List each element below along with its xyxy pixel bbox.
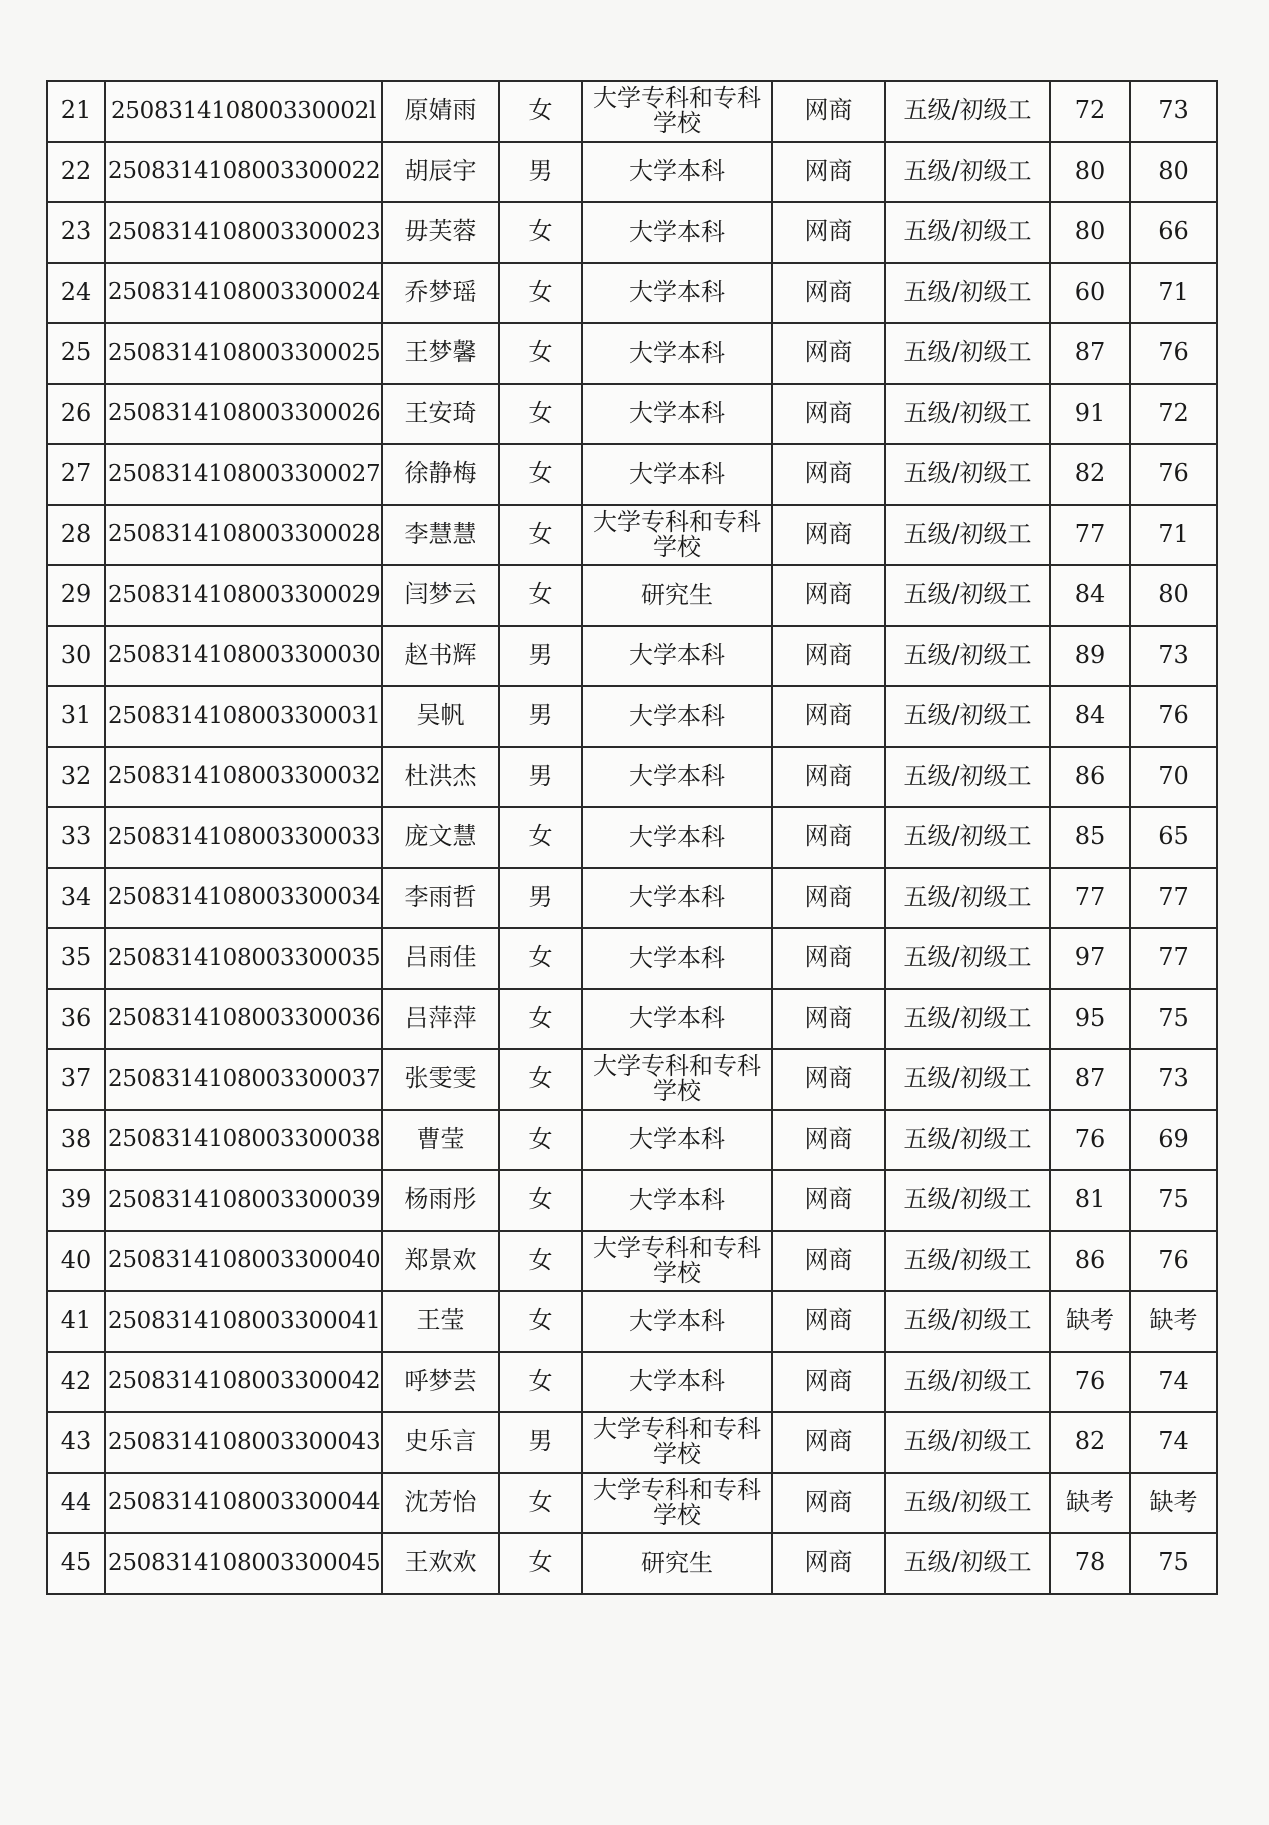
name-cell: 吴帆 [382,686,499,747]
education-cell [582,626,772,687]
row-number-cell: 34 [47,868,105,929]
level-cell: 五级/初级工 [885,626,1050,687]
theory-score-cell: 95 [1050,989,1130,1050]
table-body [47,81,1217,1594]
candidate-id-cell: 2508314108003300028 [105,505,382,566]
education-text: 大学本科 [629,338,725,367]
table-row [47,1533,1217,1594]
name-cell: 毋芙蓉 [382,202,499,263]
theory-score-cell: 80 [1050,202,1130,263]
education-cell [582,384,772,445]
row-number-cell: 41 [47,1291,105,1352]
occupation-cell: 网商 [772,989,885,1050]
skill-score-cell: 75 [1130,1533,1217,1594]
education-cell [582,868,772,929]
theory-score-cell: 97 [1050,928,1130,989]
education-cell [582,202,772,263]
education-text: 大学本科 [629,1185,725,1214]
row-number-cell: 26 [47,384,105,445]
education-text: 大学本科 [629,278,725,307]
candidate-id-cell: 2508314108003300022 [105,142,382,203]
name-cell: 王安琦 [382,384,499,445]
candidate-id-cell: 2508314108003300032 [105,747,382,808]
skill-score-cell: 75 [1130,989,1217,1050]
table-row [47,747,1217,808]
skill-score-cell: 65 [1130,807,1217,868]
name-cell: 史乐言 [382,1412,499,1473]
education-cell [582,747,772,808]
gender-cell: 女 [499,565,582,626]
education-cell [582,81,772,142]
candidate-id-cell: 2508314108003300039 [105,1170,382,1231]
table-row [47,1291,1217,1352]
name-cell: 呼梦芸 [382,1352,499,1413]
candidate-id-cell: 2508314108003300041 [105,1291,382,1352]
candidate-id-cell: 2508314108003300040 [105,1231,382,1292]
education-text: 大学专科和专科学校 [593,1052,761,1106]
occupation-cell: 网商 [772,444,885,505]
education-text: 大学专科和专科学校 [593,1475,761,1529]
education-cell [582,323,772,384]
education-text: 大学本科 [629,701,725,730]
candidate-id-cell: 2508314108003300029 [105,565,382,626]
occupation-cell: 网商 [772,1473,885,1534]
skill-score-cell: 69 [1130,1110,1217,1171]
education-text: 大学本科 [629,1004,725,1033]
theory-score-cell: 80 [1050,142,1130,203]
occupation-cell: 网商 [772,928,885,989]
education-cell [582,505,772,566]
education-text: 大学本科 [629,157,725,186]
occupation-cell: 网商 [772,142,885,203]
table-row [47,868,1217,929]
candidate-id-cell: 2508314108003300033 [105,807,382,868]
table-row [47,989,1217,1050]
theory-score-cell: 84 [1050,686,1130,747]
gender-cell: 女 [499,81,582,142]
candidate-id-cell: 2508314108003300036 [105,989,382,1050]
theory-score-cell: 87 [1050,1049,1130,1110]
education-text: 大学本科 [629,822,725,851]
gender-cell: 男 [499,1412,582,1473]
gender-cell: 女 [499,989,582,1050]
education-text: 大学本科 [629,399,725,428]
skill-score-cell: 缺考 [1130,1473,1217,1534]
skill-score-cell: 70 [1130,747,1217,808]
name-cell: 胡辰宇 [382,142,499,203]
skill-score-cell: 76 [1130,323,1217,384]
row-number-cell: 37 [47,1049,105,1110]
name-cell: 闫梦云 [382,565,499,626]
theory-score-cell: 82 [1050,1412,1130,1473]
row-number-cell: 23 [47,202,105,263]
gender-cell: 女 [499,505,582,566]
education-cell [582,263,772,324]
level-cell: 五级/初级工 [885,384,1050,445]
skill-score-cell: 80 [1130,142,1217,203]
level-cell: 五级/初级工 [885,81,1050,142]
row-number-cell: 29 [47,565,105,626]
candidate-id-cell: 2508314108003300037 [105,1049,382,1110]
skill-score-cell: 71 [1130,263,1217,324]
theory-score-cell: 91 [1050,384,1130,445]
level-cell: 五级/初级工 [885,263,1050,324]
row-number-cell: 33 [47,807,105,868]
name-cell: 沈芳怡 [382,1473,499,1534]
theory-score-cell: 缺考 [1050,1291,1130,1352]
occupation-cell: 网商 [772,1049,885,1110]
level-cell: 五级/初级工 [885,928,1050,989]
table-row [47,505,1217,566]
name-cell: 庞文慧 [382,807,499,868]
name-cell: 杨雨彤 [382,1170,499,1231]
level-cell: 五级/初级工 [885,989,1050,1050]
occupation-cell: 网商 [772,626,885,687]
candidate-id-cell: 2508314108003300027 [105,444,382,505]
gender-cell: 女 [499,384,582,445]
table-row [47,807,1217,868]
name-cell: 吕萍萍 [382,989,499,1050]
education-text: 大学本科 [629,459,725,488]
theory-score-cell: 76 [1050,1110,1130,1171]
level-cell: 五级/初级工 [885,1412,1050,1473]
exam-results-table [46,80,1218,1595]
name-cell: 李雨哲 [382,868,499,929]
table-row [47,1352,1217,1413]
education-cell [582,1110,772,1171]
gender-cell: 女 [499,928,582,989]
skill-score-cell: 77 [1130,928,1217,989]
education-cell [582,1231,772,1292]
table-row [47,1231,1217,1292]
row-number-cell: 45 [47,1533,105,1594]
occupation-cell: 网商 [772,565,885,626]
occupation-cell: 网商 [772,1231,885,1292]
candidate-id-cell: 2508314108003300045 [105,1533,382,1594]
theory-score-cell: 76 [1050,1352,1130,1413]
education-text: 大学本科 [629,1125,725,1154]
candidate-id-cell: 2508314108003300023 [105,202,382,263]
education-text: 大学本科 [629,217,725,246]
theory-score-cell: 87 [1050,323,1130,384]
theory-score-cell: 86 [1050,747,1130,808]
education-cell [582,1170,772,1231]
education-cell [582,989,772,1050]
education-text: 大学专科和专科学校 [593,84,761,138]
row-number-cell: 40 [47,1231,105,1292]
occupation-cell: 网商 [772,747,885,808]
gender-cell: 女 [499,1533,582,1594]
row-number-cell: 25 [47,323,105,384]
education-cell [582,928,772,989]
candidate-id-cell: 2508314108003300030 [105,626,382,687]
occupation-cell: 网商 [772,323,885,384]
gender-cell: 女 [499,1291,582,1352]
level-cell: 五级/初级工 [885,1352,1050,1413]
table-row [47,1110,1217,1171]
candidate-id-cell: 2508314108003300034 [105,868,382,929]
candidate-id-cell: 2508314108003300024 [105,263,382,324]
candidate-id-cell: 2508314108003300044 [105,1473,382,1534]
education-text: 大学专科和专科学校 [593,1415,761,1469]
row-number-cell: 38 [47,1110,105,1171]
level-cell: 五级/初级工 [885,686,1050,747]
occupation-cell: 网商 [772,81,885,142]
candidate-id-cell: 2508314108003300035 [105,928,382,989]
table-row [47,1049,1217,1110]
level-cell: 五级/初级工 [885,807,1050,868]
occupation-cell: 网商 [772,202,885,263]
occupation-cell: 网商 [772,1170,885,1231]
row-number-cell: 44 [47,1473,105,1534]
occupation-cell: 网商 [772,1412,885,1473]
level-cell: 五级/初级工 [885,1291,1050,1352]
gender-cell: 女 [499,1170,582,1231]
theory-score-cell: 89 [1050,626,1130,687]
table-row [47,1412,1217,1473]
education-text: 大学专科和专科学校 [593,1233,761,1287]
candidate-id-cell: 250831410800330002l [105,81,382,142]
gender-cell: 男 [499,747,582,808]
occupation-cell: 网商 [772,384,885,445]
theory-score-cell: 86 [1050,1231,1130,1292]
candidate-id-cell: 2508314108003300043 [105,1412,382,1473]
name-cell: 乔梦瑶 [382,263,499,324]
name-cell: 郑景欢 [382,1231,499,1292]
education-cell [582,807,772,868]
level-cell: 五级/初级工 [885,323,1050,384]
table-row [47,323,1217,384]
skill-score-cell: 76 [1130,444,1217,505]
skill-score-cell: 73 [1130,1049,1217,1110]
education-text: 大学本科 [629,1306,725,1335]
name-cell: 王莹 [382,1291,499,1352]
education-text: 大学本科 [629,943,725,972]
education-cell [582,565,772,626]
level-cell: 五级/初级工 [885,1533,1050,1594]
theory-score-cell: 72 [1050,81,1130,142]
gender-cell: 男 [499,626,582,687]
row-number-cell: 27 [47,444,105,505]
skill-score-cell: 77 [1130,868,1217,929]
gender-cell: 女 [499,202,582,263]
table-row [47,1473,1217,1534]
name-cell: 曹莹 [382,1110,499,1171]
level-cell: 五级/初级工 [885,142,1050,203]
name-cell: 张雯雯 [382,1049,499,1110]
education-cell [582,1533,772,1594]
row-number-cell: 39 [47,1170,105,1231]
table-row [47,928,1217,989]
gender-cell: 男 [499,868,582,929]
gender-cell: 女 [499,263,582,324]
row-number-cell: 42 [47,1352,105,1413]
level-cell: 五级/初级工 [885,868,1050,929]
gender-cell: 女 [499,1049,582,1110]
gender-cell: 女 [499,1110,582,1171]
occupation-cell: 网商 [772,807,885,868]
level-cell: 五级/初级工 [885,202,1050,263]
skill-score-cell: 74 [1130,1352,1217,1413]
row-number-cell: 24 [47,263,105,324]
name-cell: 徐静梅 [382,444,499,505]
level-cell: 五级/初级工 [885,1170,1050,1231]
skill-score-cell: 71 [1130,505,1217,566]
name-cell: 王梦馨 [382,323,499,384]
occupation-cell: 网商 [772,868,885,929]
name-cell: 李慧慧 [382,505,499,566]
candidate-id-cell: 2508314108003300026 [105,384,382,445]
name-cell: 杜洪杰 [382,747,499,808]
education-text: 研究生 [641,580,713,609]
skill-score-cell: 75 [1130,1170,1217,1231]
table-row [47,686,1217,747]
candidate-id-cell: 2508314108003300038 [105,1110,382,1171]
skill-score-cell: 73 [1130,626,1217,687]
name-cell: 王欢欢 [382,1533,499,1594]
skill-score-cell: 73 [1130,81,1217,142]
table-row [47,565,1217,626]
education-text: 大学本科 [629,641,725,670]
gender-cell: 女 [499,1352,582,1413]
education-text: 大学本科 [629,1367,725,1396]
row-number-cell: 36 [47,989,105,1050]
candidate-id-cell: 2508314108003300025 [105,323,382,384]
table-row [47,142,1217,203]
level-cell: 五级/初级工 [885,565,1050,626]
theory-score-cell: 84 [1050,565,1130,626]
skill-score-cell: 76 [1130,686,1217,747]
theory-score-cell: 60 [1050,263,1130,324]
table-row [47,263,1217,324]
theory-score-cell: 77 [1050,868,1130,929]
level-cell: 五级/初级工 [885,1110,1050,1171]
education-cell [582,1352,772,1413]
gender-cell: 女 [499,323,582,384]
row-number-cell: 43 [47,1412,105,1473]
row-number-cell: 31 [47,686,105,747]
theory-score-cell: 78 [1050,1533,1130,1594]
occupation-cell: 网商 [772,505,885,566]
skill-score-cell: 缺考 [1130,1291,1217,1352]
skill-score-cell: 74 [1130,1412,1217,1473]
candidate-id-cell: 2508314108003300042 [105,1352,382,1413]
name-cell: 原婧雨 [382,81,499,142]
education-text: 大学本科 [629,883,725,912]
table-row [47,626,1217,687]
theory-score-cell: 81 [1050,1170,1130,1231]
table-row [47,202,1217,263]
occupation-cell: 网商 [772,1533,885,1594]
theory-score-cell: 缺考 [1050,1473,1130,1534]
occupation-cell: 网商 [772,1110,885,1171]
gender-cell: 男 [499,686,582,747]
occupation-cell: 网商 [772,1291,885,1352]
theory-score-cell: 77 [1050,505,1130,566]
occupation-cell: 网商 [772,1352,885,1413]
gender-cell: 女 [499,807,582,868]
theory-score-cell: 85 [1050,807,1130,868]
row-number-cell: 32 [47,747,105,808]
theory-score-cell: 82 [1050,444,1130,505]
gender-cell: 男 [499,142,582,203]
education-cell [582,1412,772,1473]
row-number-cell: 21 [47,81,105,142]
education-cell [582,1291,772,1352]
skill-score-cell: 66 [1130,202,1217,263]
level-cell: 五级/初级工 [885,747,1050,808]
table-row [47,81,1217,142]
row-number-cell: 28 [47,505,105,566]
table-row [47,384,1217,445]
skill-score-cell: 80 [1130,565,1217,626]
education-cell [582,1473,772,1534]
table-row [47,1170,1217,1231]
level-cell: 五级/初级工 [885,1049,1050,1110]
row-number-cell: 22 [47,142,105,203]
gender-cell: 女 [499,1473,582,1534]
skill-score-cell: 76 [1130,1231,1217,1292]
education-cell [582,444,772,505]
level-cell: 五级/初级工 [885,444,1050,505]
name-cell: 赵书辉 [382,626,499,687]
level-cell: 五级/初级工 [885,505,1050,566]
row-number-cell: 30 [47,626,105,687]
education-text: 研究生 [641,1548,713,1577]
occupation-cell: 网商 [772,686,885,747]
table-row [47,444,1217,505]
education-cell [582,142,772,203]
name-cell: 吕雨佳 [382,928,499,989]
gender-cell: 女 [499,1231,582,1292]
level-cell: 五级/初级工 [885,1231,1050,1292]
row-number-cell: 35 [47,928,105,989]
education-cell [582,686,772,747]
skill-score-cell: 72 [1130,384,1217,445]
education-cell [582,1049,772,1110]
candidate-id-cell: 2508314108003300031 [105,686,382,747]
education-text: 大学专科和专科学校 [593,507,761,561]
gender-cell: 女 [499,444,582,505]
education-text: 大学本科 [629,762,725,791]
level-cell: 五级/初级工 [885,1473,1050,1534]
occupation-cell: 网商 [772,263,885,324]
